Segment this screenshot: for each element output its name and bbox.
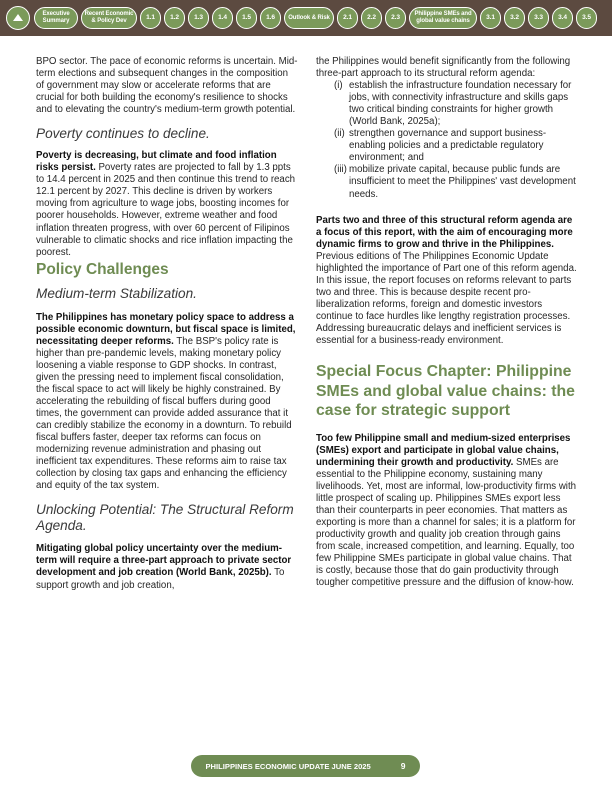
nav-1-6[interactable]: 1.6 bbox=[260, 7, 281, 29]
special-focus-lead: Too few Philippine small and medium-sized enterprises (SMEs) export and participate in global value chains, undermining their growth and productivity. bbox=[316, 432, 571, 468]
unlocking-potential-heading: Unlocking Potential: The Structural Reform Agenda. bbox=[36, 502, 294, 534]
page-number: 9 bbox=[400, 761, 406, 771]
nav-recent-economic-policy[interactable]: Recent Economic & Policy Dev bbox=[81, 7, 137, 29]
right-column bbox=[316, 56, 578, 589]
list-item bbox=[334, 80, 578, 128]
nav-outlook-risk[interactable]: Outlook & Risk bbox=[284, 7, 334, 29]
home-up-button[interactable] bbox=[6, 6, 30, 30]
poverty-text: Poverty rates are projected to fall by 1.3 ppts to 14.4 percent in 2025 and then continue this trend to reach 12.1 percent by 2027. This decline is driven by workers moving from agriculture to wage jobs, boosting incomes for poorer households. However, extreme weather and food inflation threaten progress, with over 60 percent of Filipinos vulnerable to climatic shocks and rice inflation impacting the poorest. bbox=[36, 162, 296, 258]
nav-1-2[interactable]: 1.2 bbox=[164, 7, 185, 29]
nav-3-2[interactable]: 3.2 bbox=[504, 7, 525, 29]
parts-paragraph bbox=[316, 215, 578, 348]
policy-challenges-heading: Policy Challenges bbox=[36, 260, 169, 278]
parts-lead: Parts two and three of this structural reform agenda are a focus of this report, with the aim of encouraging more dynamic firms to grow and thrive in the Philippines. bbox=[316, 214, 573, 250]
list-item-number: (iii) bbox=[334, 164, 347, 176]
list-item-number: (ii) bbox=[334, 128, 345, 140]
unlocking-lead: Mitigating global policy uncertainty over the medium-term will require a three-part approach to private sector development and job creation (World Bank, 2025b). bbox=[36, 543, 292, 579]
unlocking-paragraph bbox=[36, 543, 298, 591]
special-focus-text: SMEs are essential to the Philippine economy, sustaining many livelihoods. Yet, most are informal, low-productivity firms with little prospect of scaling up. Philippines SMEs export less than their counterparts in peer economies. That matters as exporting is more than a channel for sales; it is a platform for productivity growth and quality job creation through gains from scale, increased competition, and learning. Equally, too few Philippine SMEs participate in global value chains. That is costly, because those that do gain productivity through tougher competitive pressure and the diffusion of know-how. bbox=[316, 456, 577, 589]
medium-term-lead: The Philippines has monetary policy space to address a possible economic downturn, but fiscal space is limited, necessitating deeper reforms. bbox=[36, 311, 296, 347]
nav-3-4[interactable]: 3.4 bbox=[552, 7, 573, 29]
parts-text: Previous editions of The Philippines Economic Update highlighted the importance of Part one of this reform agenda. In this issue, the report focuses on reforms relevant to parts two and three. This is because despite recent pro-liberalization reforms, foreign and domestic investors continue to face hurdles like lengthy registration processes. Addressing bureaucratic delays and inefficient services is essential for a business-ready environment. bbox=[316, 250, 577, 347]
footer-bar bbox=[191, 755, 420, 777]
nav-3-5[interactable]: 3.5 bbox=[576, 7, 597, 29]
continuation-paragraph: the Philippines would benefit significantly from the following three-part approach to its structural reform agenda: bbox=[316, 56, 571, 80]
list-item-number: (i) bbox=[334, 80, 343, 92]
nav-2-1[interactable]: 2.1 bbox=[337, 7, 358, 29]
top-navigation-bar bbox=[0, 0, 612, 36]
list-item-text: strengthen governance and support business-enabling policies and a predictable regulatory environment; and bbox=[349, 128, 547, 164]
poverty-lead: Poverty is decreasing, but climate and food inflation risks persist. bbox=[36, 150, 277, 174]
nav-executive-summary[interactable]: Executive Summary bbox=[34, 7, 78, 29]
special-focus-paragraph bbox=[316, 433, 578, 590]
nav-1-5[interactable]: 1.5 bbox=[236, 7, 257, 29]
list-item-text: mobilize private capital, because public funds are insufficient to meet the Philippines' vast development needs. bbox=[349, 164, 576, 200]
nav-2-3[interactable]: 2.3 bbox=[385, 7, 406, 29]
nav-philippine-smes[interactable]: Philippine SMEs and global value chains bbox=[409, 7, 477, 29]
reform-agenda-list bbox=[334, 80, 578, 200]
nav-1-4[interactable]: 1.4 bbox=[212, 7, 233, 29]
nav-3-1[interactable]: 3.1 bbox=[480, 7, 501, 29]
list-item-text: establish the infrastructure foundation necessary for jobs, with connectivity infrastructure and skills gaps two critical binding constraints for higher growth (World Bank, 2025a); bbox=[349, 80, 572, 128]
list-item bbox=[334, 164, 578, 200]
nav-1-1[interactable]: 1.1 bbox=[140, 7, 161, 29]
special-focus-heading: Special Focus Chapter: Philippine SMEs and global value chains: the case for strategic support bbox=[316, 363, 575, 420]
up-arrow-icon bbox=[13, 14, 23, 21]
list-item bbox=[334, 128, 578, 164]
poverty-paragraph bbox=[36, 150, 298, 258]
poverty-heading: Poverty continues to decline. bbox=[36, 126, 210, 142]
medium-term-text: The BSP's policy rate is higher than pre-pandemic levels, making monetary policy loosening a viable response to GDP shocks. In contrast, given the pressing need to implement fiscal consolidation, the fiscal space to act will likely be highly constrained. By accelerating the rebuilding of fiscal buffers during good times, the government can provide added assurance that it can credibly stabilize the economy in a downturn. To rebuild fiscal buffers faster, deeper tax reforms can focus on modernizing revenue administration and phasing out inefficient tax expenditures. These reforms aim to raise tax collection by closing tax gaps and enhancing the efficiency and equity of the tax system. bbox=[36, 335, 292, 492]
medium-term-paragraph bbox=[36, 312, 298, 493]
nav-items bbox=[34, 7, 600, 29]
unlocking-text: To support growth and job creation, bbox=[36, 567, 285, 591]
nav-3-3[interactable]: 3.3 bbox=[528, 7, 549, 29]
medium-term-heading: Medium-term Stabilization. bbox=[36, 285, 197, 301]
footer-title: PHILIPPINES ECONOMIC UPDATE JUNE 2025 bbox=[205, 761, 371, 771]
nav-2-2[interactable]: 2.2 bbox=[361, 7, 382, 29]
intro-paragraph: BPO sector. The pace of economic reforms is uncertain. Mid-term elections and subsequent changes in the composition of government may slow or accelerate reforms that are crucial for both building the economy's resilience to shocks and to elevating the country's medium-term growth potential. bbox=[36, 56, 298, 116]
nav-1-3[interactable]: 1.3 bbox=[188, 7, 209, 29]
left-column bbox=[36, 56, 298, 592]
